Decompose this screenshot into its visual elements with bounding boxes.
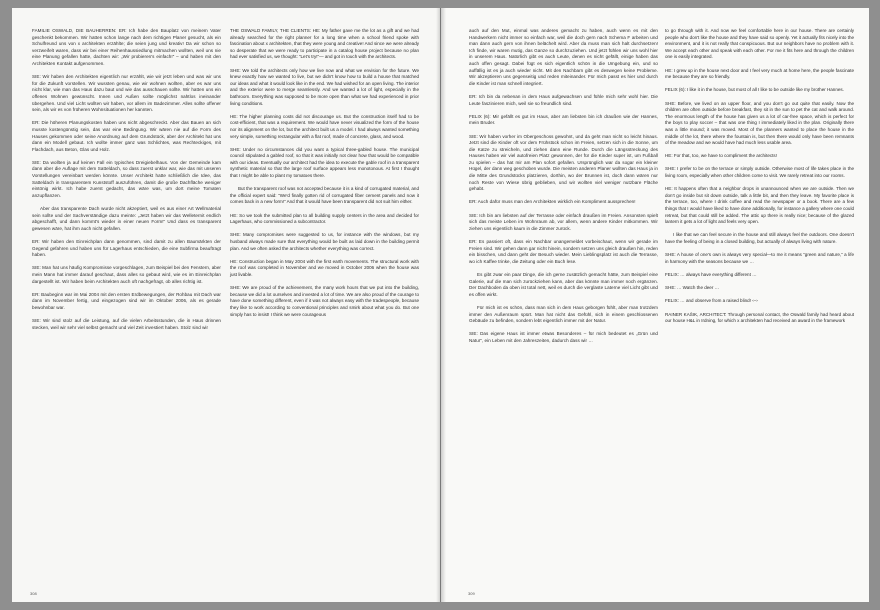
paragraph: SIE: Da wollten ja auf keinen Fall ein typisches Dreigiebelhaus. Von der Gemeinde kam dann aber die Auflage mit dem Satteldach, so dass zuerst unklar war, wie das mit unseren Vorstellungen vereinbart werden könnte. Unser Architekt hatte schließlich die Idee, das Satteldach in transparentem Kunststoff auszuführen, damit die große Dachfläche weniger eintönig wirkt. Ich habe zuerst gedacht, das wäre was, um dort meine Tomaten anzupflanzen. — [32, 159, 221, 198]
paragraph: SHE: Many compromises were suggested to us, for instance with the windows, but my husband always made sure that everything would be built as laid down in the building permit plan. And we often asked the architects whether everything was correct. — [230, 232, 419, 251]
paragraph: FAMILIE OSWALD, DIE BAUHERREN: ER: Ich habe den Bauplatz von meinem Vater geschenkt bekommen. Wir hatten schon lange nach dem richtigen Planer gesucht, als ein Schulfreund uns von x architekten erzählte; die seien jung und kreativ! Da wir schon so verzweifelt waren, dass wir bei einer Reihenhaussiedlung mitmachen wollten, weil uns nie eine Planung gefallen hatte, dachten wir: „Wir probieren's einfach!“ – und haben mit den Architekten Kontakt aufgenommen. — [32, 28, 221, 66]
page-number: 308 — [30, 591, 37, 596]
paragraph: SIE: Wir haben vorher im Obergeschoss gewohnt, und da geht man nicht so leicht hinaus. Jetzt sind die Kinder oft vor dem Frühstück schon im Freien, setzen sich in die Sonne, um die Katze zu streicheln, und ziehen dann eine Runde. Durch die Längsstreckung des Hauses haben wir viel autofreien Platz gewonnen, der für die Kinder super ist, um Fußball zu spielen – das hat mir am Plan sofort gefallen. Ursprünglich war da sogar ein kleiner Hügel, der dann weg geschoben wurde. Die meisten anderen Planer wollten das Haus ja in die Mitte des Grundstücks platzieren, dorthin, wo der Brunnen ist, doch dann wären nur noch Reste von Wiese übrig geblieben, und wir wollten viel weniger nutzbare Fläche gehabt. — [469, 133, 658, 192]
paragraph: SHE: … Watch the deer … — [665, 285, 720, 291]
paragraph: THE OSWALD FAMILY, THE CLIENTS: HE: My father gave me the lot as a gift and we had already searched for the right planner for a long time when a school friend spoke with fascination about x architekten, that they were young and creative! And since we were already so desperate that we were ready to participate in a catalog house project because no plan had ever satisfied us, we thought: “Let's try!”— and got in touch with the architects. — [230, 28, 419, 60]
paragraph: Es gibt zwar ein paar Dinge, die ich gerne zusätzlich gemacht hätte, zum Beispiel eine Galerie, auf die man sich zurückziehen kann, aber das könnte man immer noch ergänzen. Der Dachboden da oben ist total nett, weil es durch die verglaste Laterne viel Licht gibt und es offen wirkt. — [469, 271, 658, 297]
paragraph: HE: For that, too, we have to compliment the architects! — [665, 153, 777, 159]
paragraph: HE: I grew up in the house next door and I feel very much at home here, the people fascinate me because they are so friendly. — [665, 67, 854, 80]
paragraph: SHE: We are proud of the achievement, the many work hours that we put into the building, because we did a lot ourselves and invested a lot of time. We are also proud of the courage to have done something different, even if it was not always easy with the tradespeople, because they like to work according to conventional principles and smirk about what you do. But one simply has to insist! I think we were courageous — [230, 285, 419, 317]
paragraph: ER: Ich bin da nebenan in dem Haus aufgewachsen und fühle mich sehr wohl hier. Die Leute faszinieren mich, weil sie so freundlich sind. — [469, 93, 658, 106]
left-page-english-column — [230, 28, 419, 325]
paragraph: HE: It happens often that a neighbor drops in unannounced when we are outside. Then we don't go inside but sit down outside, talk a little bit, and then they leave. My favorite place is the terrace, too, where I drink coffee and read the newspaper or a book. There are a few things that I would have liked to have done additionally, for instance a gallery where one could retreat, but that could still be added. The attic up there is really nice; because of the glazed lantern it gets a lot of light and feels very open. — [665, 186, 854, 225]
paragraph: RAINER KAŠIK, ARCHITECT: Through personal contact, the Oswald family had heard about our house H&L in Irdning, for which x architekten had received an award in the framework — [665, 311, 854, 324]
paragraph: ER: Baubeginn war im Mai 2004 mit den ersten Erdbewegungen, der Rohbau mit Dach war dann im November fertig, und eingezogen sind wir im Oktober 2006, als es gerade bewohnbar war. — [32, 291, 221, 310]
paragraph: SIE: Wir sind stolz auf die Leistung, auf die vielen Arbeitsstunden, die in Haus drinnen stecken, weil wir sehr viel selbst gemacht und viel Zeit investiert haben. Stolz sind wir — [32, 318, 221, 330]
paragraph: SIE: Man hat uns häufig Kompromisse vorgeschlagen, zum Beispiel bei den Fenstern, aber mein Mann hat immer darauf geschaut, dass alles so gebaut wird, wie es im Einreichplan dargestellt ist. Wir haben beim Architekten auch oft nachgefragt, ob alles richtig ist. — [32, 265, 221, 284]
paragraph: to go through with it. And now we feel comfortable here in our house. There are certainly people who don't like the house and they have said so openly. Yet it actually fits nicely into the environment, and it is not really that conspicuous. But our neighbors have no problem with it. We accept each other and speak with each other. For me it fits here and through the children one is easily integrated. — [665, 28, 854, 60]
book-gutter-shadow — [436, 8, 446, 602]
paragraph: But the transparent roof was not accepted because it is a kind of corrugated material, and the official expert said: “We'd finally gotten rid of corrugated fiber cement panels and now it comes back in a new form!” And that it would have been transparent did not suit him either. — [230, 186, 419, 205]
paragraph: SIE: Wir haben den Architekten eigentlich nur erzählt, wie wir jetzt leben und was wir uns für die Zukunft vorstellen. Wir wussten genau, wie wir wohnen wollten, aber es war uns nicht klar, wie man das Haus dazu baut und wie das ausschauen sollte. Wir hatten uns ein offenes Wohnen gewünscht. Innen und Außen sollte möglichst nahtlos ineinander übergehen. Und viel Licht wollten wir haben, vor allem im Badezimmer. Alles sollte offener sein, als wir es von früheren Wohnsituationen her kannten. — [32, 74, 221, 113]
paragraph: SHE: We told the architects only how we live now and what we envision for the future. We knew exactly how we wanted to live, but we didn't know how to build a house that matched our ideas and what it would look like in the end. We had wished for an open living. The interior and the exterior were to merge seamlessly. And we wanted a lot of light, especially in the bathroom. Everything was supposed to be more open than what we had experienced in prior living conditions. — [230, 67, 419, 106]
paragraph: HE: So we took the submitted plan to all building supply centers in the area and decided for Lagerhaus, who commissioned a subcontractor. — [230, 212, 419, 225]
paragraph: Aber das transparente Dach wurde nicht akzeptiert, weil es aus einer Art Wellmaterial sein sollte und der Sachverständige dazu meinte: „Jetzt haben wir das Welleternit endlich abgeschafft, und dann kommt's wieder in einer neuen Form!“ Und dass es transparent gewesen wäre, hat ihm auch nicht gefallen. — [32, 206, 221, 231]
paragraph: FELIX: … and observe from a raised blind! ‹–› — [665, 298, 758, 304]
paragraph: FELIX: … always have everything different … — [665, 271, 757, 277]
paragraph: SIE: Ich bin am liebsten auf der Terrasse oder einfach draußen im Freien. Ansonsten spielt sich das meiste Leben im Wohnraum ab, vor allem, wenn andere Kinder mitkommen. Wir ziehen uns eigentlich kaum in die Zimmer zurück. — [469, 212, 658, 231]
right-page-german-column — [469, 28, 658, 351]
paragraph: FELIX (6): I like it in the house, but most of all I like to be outside like my brother Hannes. — [665, 87, 844, 93]
paragraph: ER: Wir haben den Einreichplan dann genommen, sind damit zu allen Baumärkten der Gegend gefahren und haben uns für Lagerhaus entschieden, die eine Subfirma beauftragt haben. — [32, 239, 221, 258]
paragraph: SHE: A house of one's own is always very special—to me it means “green and nature,” a life in harmony with the seasons because we … — [665, 252, 854, 264]
paragraph: ER: Auch dafür muss man den Architekten wirklich ein Kompliment aussprechen! — [469, 199, 636, 205]
paragraph: auch auf den Mut, einmal was anderes gemacht zu haben, auch wenn es mit den Handwerkern nicht immer so einfach war, weil die doch gern nach Schema F arbeiten und man dann auch gern von ihnen belächelt wird. Aber da muss man sich halt durchsetzen! Ich finde, wir waren mutig, das Ganze so durchzuziehen. Und jetzt fühlen wir uns wohl hier in unserem Haus. Natürlich gibt es auch Leute, denen es nicht gefällt, einige haben das auch offen gesagt. Dabei fügt es sich eigentlich schön in die Umgebung ein, und so auffällig ist es ja auch wieder nicht. Mit den Nachbarn gibt es deswegen keine Probleme. Wir akzeptieren uns gegenseitig und reden miteinander. Für mich passt es hier und durch die Kinder ist man schnell integriert. — [469, 28, 658, 86]
right-page — [441, 8, 869, 602]
paragraph: ER: Es passiert oft, dass ein Nachbar unangemeldet vorbeischaut, wenn wir gerade im Freien sind. Wir gehen dann gar nicht hinein, sondern setzen uns gleich draußen hin, reden ein bisschen, und dann geht der Besuch wieder. Mein Lieblingsplatz ist auch die Terrasse, wo ich Kaffee trinke, die Zeitung oder ein Buch lese. — [469, 239, 658, 264]
paragraph: SHE: I prefer to be on the terrace or simply outside. Otherwise most of life takes place in the living room, especially when other children come to visit. We rarely retreat into our rooms. — [665, 166, 854, 179]
paragraph: Für mich ist es schön, dass man sich in dem Haus geborgen fühlt, aber man trotzdem immer den Außenraum spürt. Man hat nicht das Gefühl, sich in einem geschlossenen Gebäude zu befinden, sondern lebt eigentlich immer mit der Natur. — [469, 304, 658, 324]
page-number: 309 — [468, 591, 475, 596]
paragraph: SIE: Das eigene Haus ist immer etwas Besonderes – für mich bedeutet es „Grün und Natur“, ein Leben mit den Jahreszeiten, dadurch dass wir … — [469, 331, 658, 343]
left-page-german-column — [32, 28, 221, 338]
right-page-english-column — [665, 28, 854, 331]
paragraph: I like that we can feel secure in the house and still always feel the outdoors. One doesn't have the feeling of being in a closed building, but actually of always living with nature. — [665, 232, 854, 244]
paragraph: ER: Die höheren Planungskosten haben uns nicht abgeschreckt. Aber das Bauen an sich musste kostengünstig sein, das war eine Bedingung. Wir wären nie auf die Form des Hauses gekommen oder seine Anordnung auf dem Grundstück, aber der Architekt hat uns dann ein Modell gebaut. Ich wollte immer ganz was Schlichtes, was Rechteckiges, mit Flachdach, aus Beton, Glas und Holz. — [32, 120, 221, 152]
paragraph: SHE: Under no circumstances did you want a typical three-gabled house. The municipal council stipulated a gabled roof, so that it was initially not clear how that would be compatible with our ideas. Eventually our architect had the idea to execute the gable roof in a transparent synthetic material so that the large roof surface appears less monotonous. At first I thought that I might be able to plant my tomatoes there. — [230, 146, 419, 179]
left-page — [12, 8, 440, 602]
paragraph: HE: Construction began in May 2004 with the first earth movements. The structural work with the roof was completed in November and we moved in October 2006 when the house was just livable. — [230, 258, 419, 277]
paragraph: HE: The higher planning costs did not discourage us. But the construction itself had to be cost-efficient, that was a requirement. We would have never visualized the form of the house nor its alignment on the lot, but the architect built us a model. I had always wanted something very simple, something rectangular with a flat roof, made of concrete, glass, and wood. — [230, 113, 419, 139]
paragraph: FELIX (6): Mir gefällt es gut im Haus, aber am liebsten bin ich draußen wie der Hannes, mein Bruder. — [469, 113, 658, 126]
paragraph: SHE: Before, we lived on an upper floor, and you don't go out quite that easily. Now the children are often outside before breakfast, they sit in the sun to pet the cat and walk around. The enormous length of the house has given us a lot of car-free space, which is perfect for the boys to play soccer – that was one thing I immediately liked in the plan. Originally there was a little mound; it was moved. Most of the planners wanted to place the house in the middle of the lot, there where the fountain is, but then there would only have been remnants of the meadow and we would have had much less usable area. — [665, 100, 854, 146]
